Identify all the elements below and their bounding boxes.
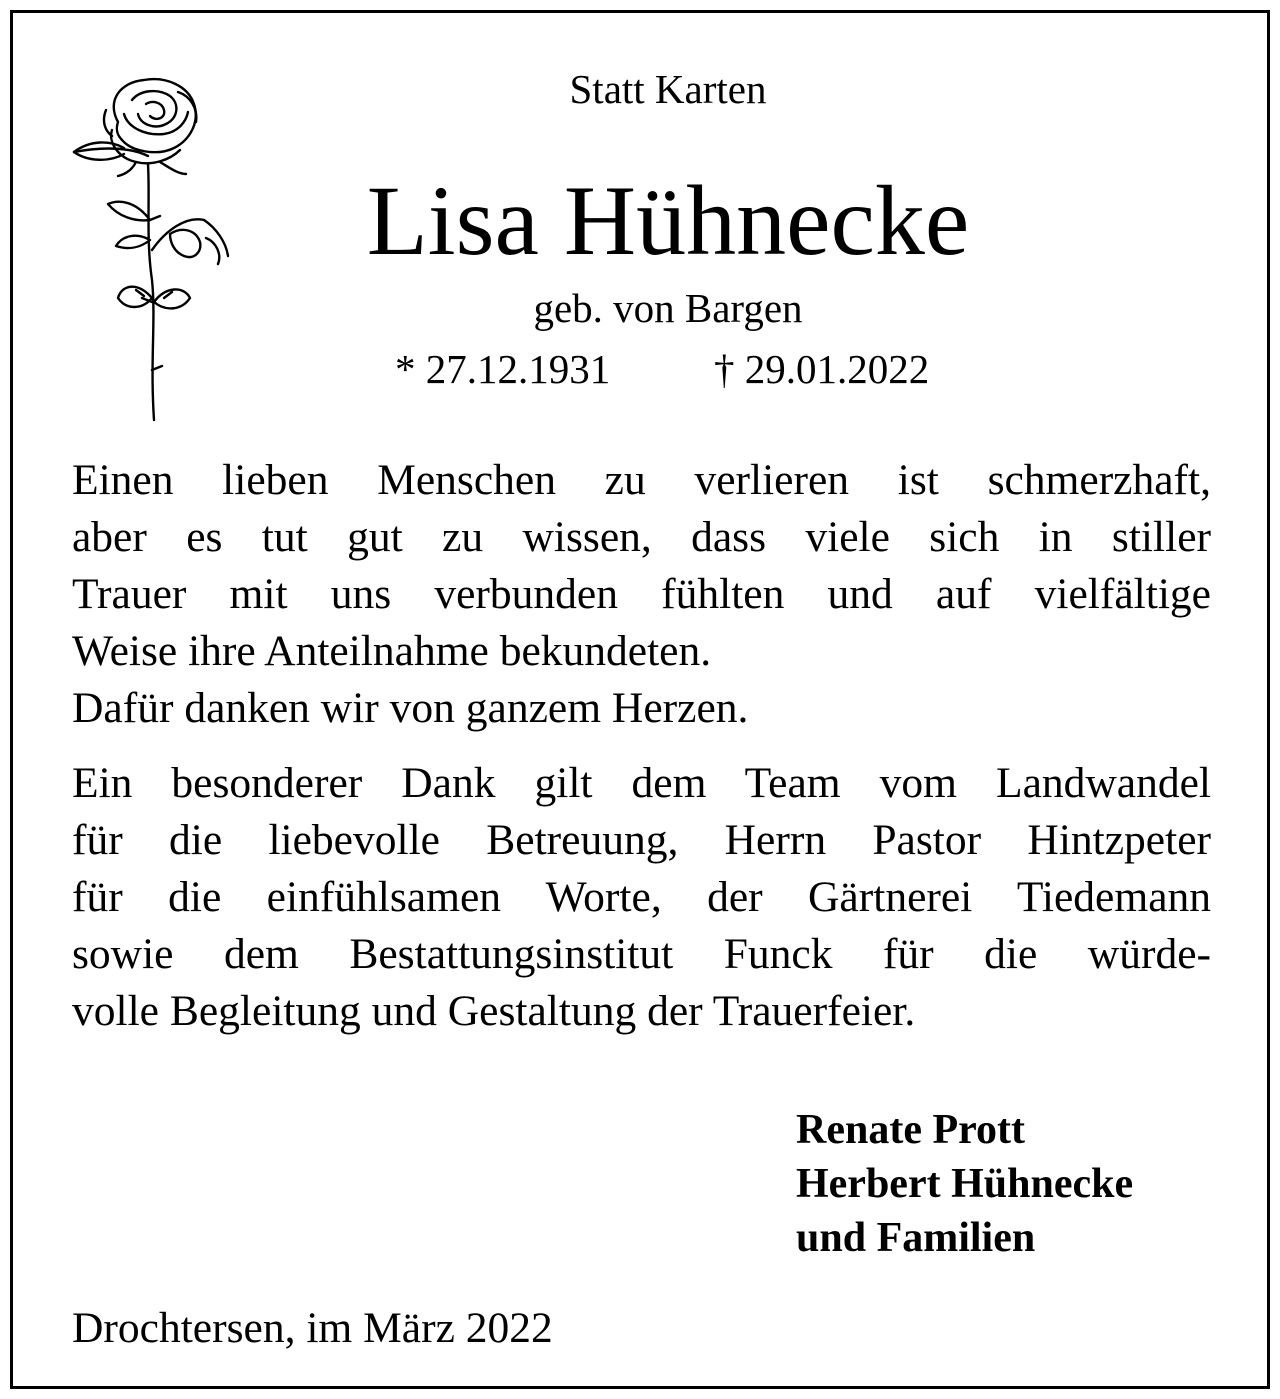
- place-and-date: Drochtersen, im März 2022: [72, 1304, 553, 1352]
- paragraph-line: Ein besonderer Dank gilt dem Team vom Landwandel: [72, 759, 1211, 807]
- paragraph-line: Dafür danken wir von ganzem Herzen.: [72, 684, 749, 732]
- signature-line: Herbert Hühnecke: [796, 1161, 1134, 1207]
- paragraph-line: aber es tut gut zu wissen, dass viele sich in stiller: [72, 513, 1211, 561]
- date-of-birth: * 27.12.1931: [395, 346, 611, 392]
- paragraph-line: Weise ihre Anteilnahme bekundeten.: [72, 627, 712, 675]
- date-of-death: † 29.01.2022: [714, 346, 930, 392]
- header-statt-karten: Statt Karten: [569, 66, 767, 112]
- paragraph-line: für die liebevolle Betreuung, Herrn Pastor Hintzpeter: [72, 816, 1211, 864]
- special-thanks-paragraph: [72, 755, 1211, 1040]
- paragraph-line: sowie dem Bestattungsinstitut Funck für die würde-: [72, 930, 1211, 978]
- signature-line: und Familien: [796, 1215, 1036, 1261]
- paragraph-line: für die einfühlsamen Worte, der Gärtnerei Tiedemann: [72, 873, 1211, 921]
- thank-you-paragraph: [72, 452, 1211, 737]
- paragraph-line: volle Begleitung und Gestaltung der Trauerfeier.: [72, 987, 916, 1035]
- paragraph-line: Trauer mit uns verbunden fühlten und auf vielfältige: [72, 570, 1211, 618]
- signatures: [796, 1103, 1133, 1265]
- signature-line: Renate Prott: [796, 1107, 1025, 1153]
- birth-name: geb. von Bargen: [533, 285, 803, 331]
- paragraph-line: Einen lieben Menschen zu verlieren ist schmerzhaft,: [72, 456, 1211, 504]
- deceased-name: Lisa Hühnecke: [366, 165, 970, 276]
